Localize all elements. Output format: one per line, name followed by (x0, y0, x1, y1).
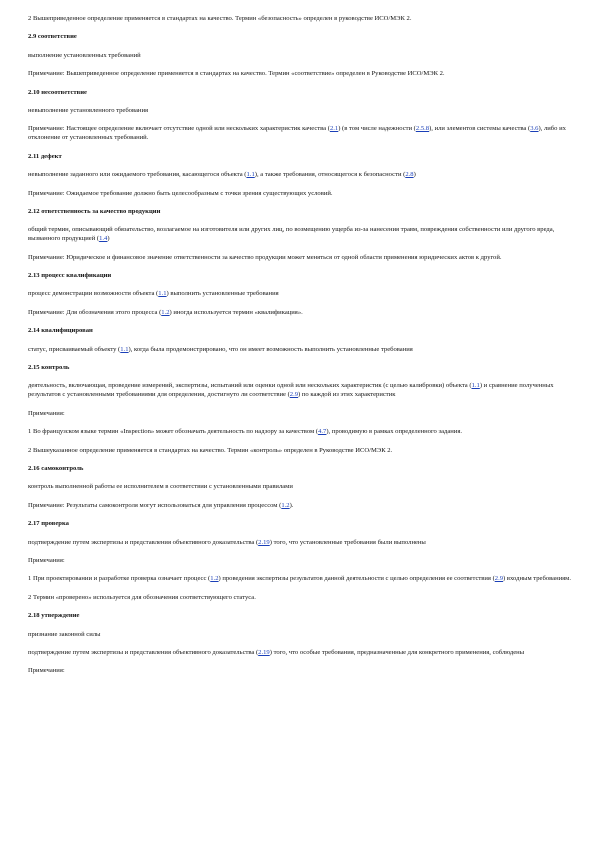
paragraph-text: выполнение установленных требований (28, 51, 141, 59)
paragraph (28, 409, 573, 418)
paragraph-text: 2.14 квалифицирован (28, 327, 93, 335)
paragraph-text: 2.10 несоответствие (28, 88, 87, 96)
paragraph-text: ). (289, 501, 294, 509)
cross-reference-link[interactable]: 2.9 (494, 575, 504, 583)
paragraph-text: общий термин, описывающий обязательство, возлагаемое на изготовителя или других лиц, по возмещению ущерба из-за нанесения травм, повреждения собственности или другого вреда, вызванного продукцией ( (28, 226, 555, 243)
paragraph-text: Примечание: Юридическое и финансовое значение ответственности за качество продукции может меняться от одной области применения юридических актов к другой. (28, 253, 502, 261)
paragraph (28, 648, 573, 657)
paragraph (28, 446, 573, 455)
paragraph (28, 124, 573, 142)
paragraph (28, 630, 573, 639)
paragraph (28, 482, 573, 491)
paragraph-text: подтверждение путем экспертизы и представления объективного доказательства ( (28, 648, 259, 656)
term-heading (28, 271, 573, 280)
paragraph-text: Примечание: Результаты самоконтроля могут использоваться для управления процессом ( (28, 501, 282, 509)
paragraph-text: ), когда была продемонстрировано, что он имеет возможность выполнить установленные требования (128, 345, 413, 353)
term-heading (28, 519, 573, 528)
paragraph-text: процесс демонстрации возможности объекта ( (28, 290, 159, 298)
paragraph-text: ) (413, 171, 416, 179)
paragraph-text: ) входным требованиям. (503, 575, 571, 583)
paragraph-text: ) проведения экспертизы результатов данной деятельности с целью определения ее соответствия ( (218, 575, 495, 583)
cross-reference-link[interactable]: 2.9 (289, 391, 299, 399)
paragraph (28, 556, 573, 565)
paragraph-text: ), или элементов системы качества ( (429, 125, 531, 133)
paragraph-text: ) того, что особые требования, предназначенные для конкретного применения, соблюдены (269, 648, 525, 656)
paragraph-text: Примечания: (28, 667, 65, 675)
paragraph (28, 170, 573, 179)
cross-reference-link[interactable]: 1.4 (99, 235, 108, 243)
paragraph-text: 2.13 процесс квалификации (28, 272, 112, 280)
cross-reference-link[interactable]: 2.5.8 (415, 125, 430, 133)
paragraph (28, 189, 573, 198)
paragraph (28, 538, 573, 547)
paragraph (28, 253, 573, 262)
paragraph-text: ) по каждой из этих характеристик (298, 391, 396, 399)
paragraph-text: Примечание: Для обозначения этого процесса ( (28, 308, 162, 316)
cross-reference-link[interactable]: 1.1 (158, 290, 167, 298)
paragraph-text: ) выполнить установленные требования (166, 290, 279, 298)
cross-reference-link[interactable]: 2.8 (405, 171, 414, 179)
paragraph (28, 574, 573, 583)
term-heading (28, 32, 573, 41)
paragraph-text: 2 Термин «проверено» используется для обозначения соответствующего статуса. (28, 593, 256, 601)
cross-reference-link[interactable]: 1.1 (471, 382, 480, 390)
term-heading (28, 88, 573, 97)
paragraph (28, 427, 573, 436)
paragraph-text: 2.17 проверка (28, 520, 69, 528)
cross-reference-link[interactable]: 2.1 (329, 125, 339, 133)
paragraph-text: 2.11 дефект (28, 152, 62, 160)
paragraph (28, 666, 573, 675)
paragraph-text: невыполнение заданного или ожидаемого требования, касающегося объекта ( (28, 171, 247, 179)
paragraph-text: ) того, что установленные требования были выполнены (269, 538, 426, 546)
cross-reference-link[interactable]: 1.2 (281, 501, 290, 509)
paragraph-text: 2.16 самоконтроль (28, 464, 84, 472)
paragraph (28, 501, 573, 510)
paragraph (28, 289, 573, 298)
paragraph-text: 2.18 утверждение (28, 612, 80, 620)
paragraph (28, 381, 573, 399)
term-heading (28, 611, 573, 620)
paragraph-text: 2 Вышеприведенное определение применяется в стандартах на качество. Термин «безопасность» определен в руководстве ИСО/МЭК 2. (28, 15, 412, 22)
cross-reference-link[interactable]: 4.7 (318, 428, 327, 436)
cross-reference-link[interactable]: 1.2 (161, 308, 170, 316)
cross-reference-link[interactable]: 2.19 (258, 648, 270, 656)
term-heading (28, 207, 573, 216)
paragraph-text: Примечания: (28, 409, 65, 417)
paragraph-text: контроль выполненной работы ее исполнителем в соответствии с установленными правилами (28, 483, 293, 491)
cross-reference-link[interactable]: 3.6 (530, 125, 539, 133)
term-heading (28, 326, 573, 335)
paragraph-text: Примечания: (28, 556, 65, 564)
paragraph-text: ) (107, 235, 110, 243)
paragraph-text: Примечание: Вышеприведенное определение применяется в стандартах на качество. Термин «соответствие» определен в Руководстве ИСО/МЭК 2. (28, 70, 445, 78)
paragraph (28, 593, 573, 602)
paragraph-text: признание законной силы (28, 630, 101, 638)
term-heading (28, 363, 573, 372)
paragraph (28, 345, 573, 354)
paragraph-text: подтверждение путем экспертизы и представления объективного доказательства ( (28, 538, 259, 546)
cross-reference-link[interactable]: 1.1 (246, 171, 255, 179)
term-heading (28, 464, 573, 473)
paragraph-text: Примечание: Настоящее определение включает отсутствие одной или нескольких характеристик качества ( (28, 125, 330, 133)
paragraph-text: 2.12 ответственность за качество продукции (28, 207, 161, 215)
paragraph-text: ), либо их отклонение от установленных требований. (28, 125, 566, 142)
paragraph-text: ) иногда используется термин «квалификация». (169, 308, 303, 316)
paragraph-text: ) (в том числе надежности ( (338, 125, 416, 133)
cross-reference-link[interactable]: 1.2 (210, 575, 219, 583)
paragraph-text: 1 Во французском языке термин «Inspection» может обозначать деятельность по надзору за качеством ( (28, 428, 319, 436)
paragraph (28, 308, 573, 317)
paragraph-text: 1 При проектировании и разработке проверка означает процесс ( (28, 575, 211, 583)
paragraph-text: 2.9 соответствие (28, 33, 77, 41)
paragraph-text: 2 Вышеуказанное определение применяется в стандартах на качество. Термин «контроль» определен в Руководстве ИСО/МЭК 2. (28, 446, 393, 454)
paragraph (28, 51, 573, 60)
paragraph-text: ), а также требования, относящегося к безопасности ( (254, 171, 406, 179)
paragraph (28, 14, 573, 23)
term-heading (28, 152, 573, 161)
paragraph-text: невыполнение установленного требования (28, 106, 149, 114)
paragraph-text: статус, присваиваемый объекту ( (28, 345, 121, 353)
cross-reference-link[interactable]: 1.1 (120, 345, 129, 353)
paragraph (28, 106, 573, 115)
paragraph (28, 69, 573, 78)
paragraph-text: Примечание: Ожидаемое требование должно быть целесообразным с точки зрения существующих условий. (28, 189, 333, 197)
paragraph (28, 225, 573, 243)
paragraph-text: ) и сравнение полученных результатов с установленными требованиями для определения, достигнуто ли соответствие ( (28, 382, 554, 399)
paragraph-text: ), проводимую в рамках определенного задания. (326, 428, 463, 436)
paragraph-text: деятельность, включающая, проведение измерений, экспертизы, испытаний или оценки одной или нескольких характеристик (с целью калибровки) объекта ( (28, 382, 472, 390)
paragraph-text: 2.15 контроль (28, 364, 70, 372)
cross-reference-link[interactable]: 2.19 (258, 538, 270, 546)
